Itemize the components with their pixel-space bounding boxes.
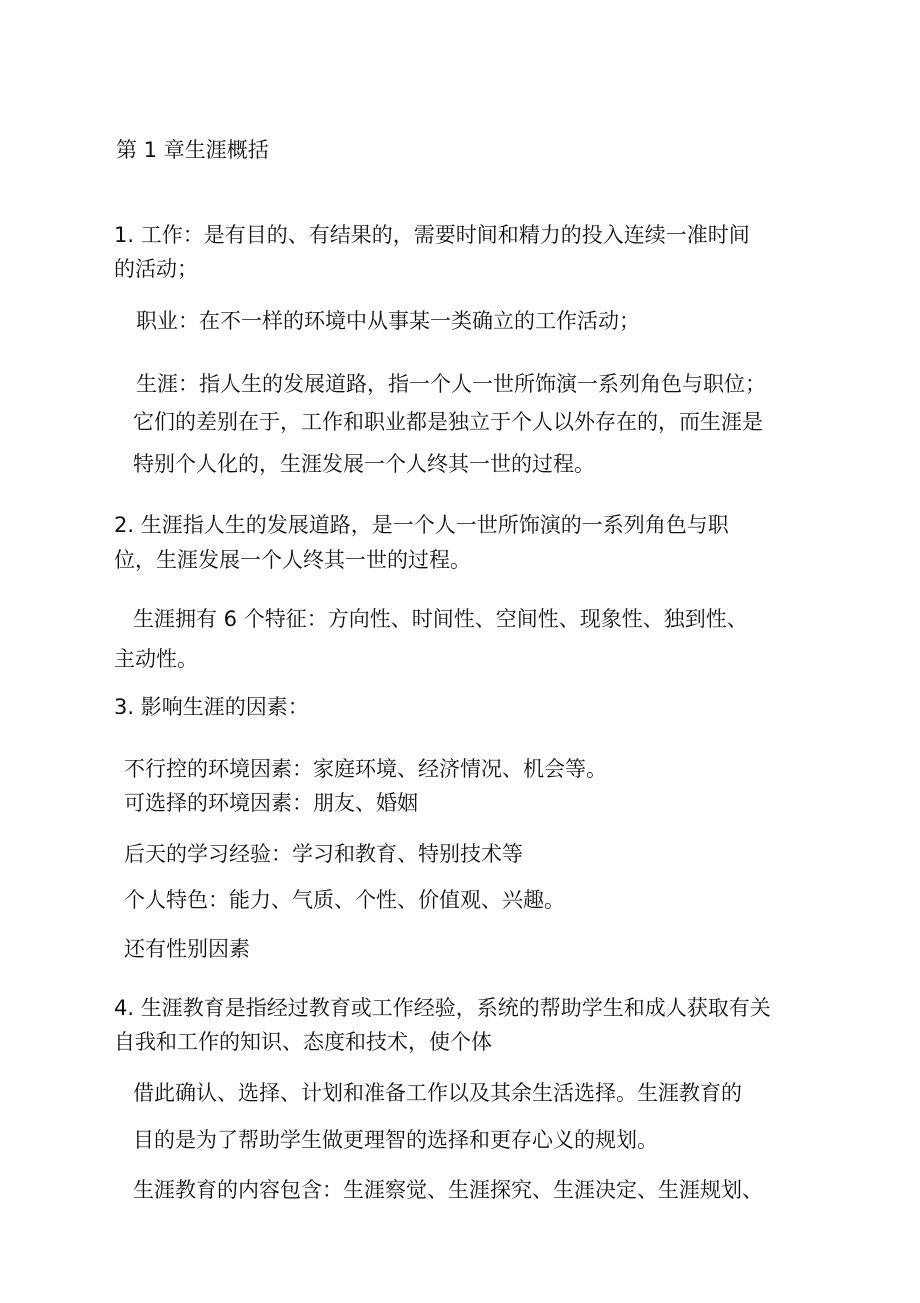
section4-line2: 自我和工作的知识、态度和技术，使个体 — [114, 1030, 492, 1054]
section2-line2: 位，生涯发展一个人终其一世的过程。 — [114, 548, 471, 572]
factor-selectable: 可选择的环境因素：朋友、婚姻 — [124, 791, 418, 815]
factor-uncontrollable: 不行控的环境因素：家庭环境、经济情况、机会等。 — [124, 757, 607, 781]
section2-line1: 2. 生涯指人生的发展道路，是一个人一世所饰演的一系列角色与职 — [114, 513, 729, 537]
chapter-title: 第 1 章生涯概括 — [116, 138, 269, 162]
factor-learning: 后天的学习经验：学习和教育、特别技术等 — [124, 842, 523, 866]
job-definition: 职业：在不一样的环境中从事某一类确立的工作活动； — [136, 309, 640, 333]
factor-personal: 个人特色：能力、气质、个性、价值观、兴趣。 — [124, 888, 565, 912]
factor-gender: 还有性别因素 — [124, 937, 250, 961]
section4-line4: 目的是为了帮助学生做更理智的选择和更存心义的规划。 — [133, 1128, 658, 1152]
career-definition: 生涯：指人生的发展道路，指一个人一世所饰演一系列角色与职位； — [136, 372, 766, 396]
section4-line1: 4. 生涯教育是指经过教育或工作经验，系统的帮助学生和成人获取有关 — [114, 996, 771, 1020]
section3-heading: 3. 影响生涯的因素： — [114, 695, 309, 719]
section1-line1: 1. 工作：是有目的、有结果的，需要时间和精力的投入连续一准时间 — [114, 223, 750, 247]
features-line1: 生涯拥有 6 个特征：方向性、时间性、空间性、现象性、独到性、 — [133, 607, 748, 631]
features-line2: 主动性。 — [114, 647, 198, 671]
difference-line1: 它们的差别在于，工作和职业都是独立于个人以外存在的，而生涯是 — [133, 410, 763, 434]
difference-line2: 特别个人化的，生涯发展一个人终其一世的过程。 — [133, 452, 595, 476]
section1-line2: 的活动； — [114, 257, 198, 281]
section4-line5: 生涯教育的内容包含：生涯察觉、生涯探究、生涯决定、生涯规划、 — [133, 1178, 763, 1202]
section4-line3: 借此确认、选择、计划和准备工作以及其余生活选择。生涯教育的 — [133, 1081, 742, 1105]
